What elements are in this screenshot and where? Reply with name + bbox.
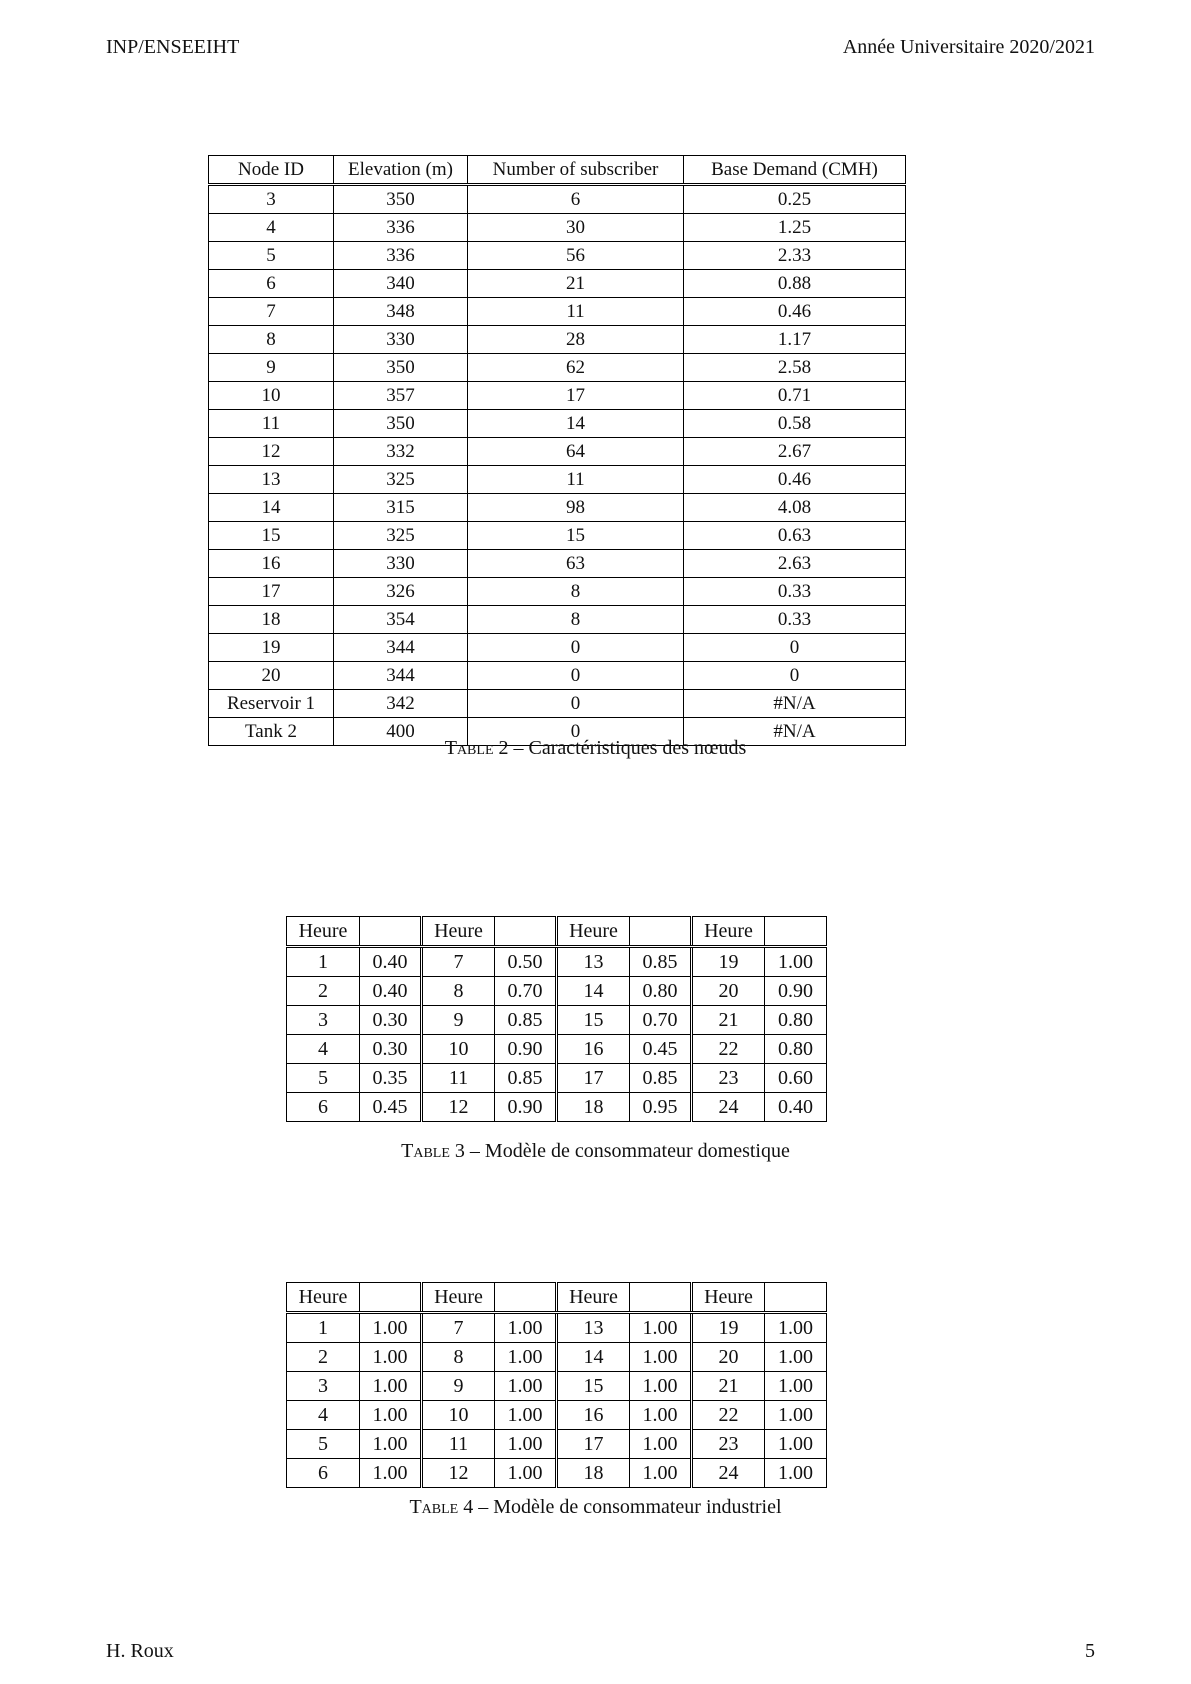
- table2-cell: 11: [468, 298, 684, 326]
- table4-cell: 1.00: [630, 1372, 692, 1401]
- table4-cell: 11: [422, 1430, 495, 1459]
- table4-header-cell: [765, 1283, 827, 1313]
- table4-header-row: [287, 1283, 827, 1313]
- table3-cell: 2: [287, 977, 360, 1006]
- table2-cell: 325: [334, 522, 468, 550]
- table2-cell: 0: [468, 718, 684, 746]
- table2-cell: 6: [468, 185, 684, 214]
- table2-cell: 14: [209, 494, 334, 522]
- table2-row: [209, 550, 906, 578]
- table4-cell: 6: [287, 1459, 360, 1488]
- industrial-table-head: [287, 1283, 827, 1313]
- table3-cell: 0.60: [765, 1064, 827, 1093]
- table3-cell: 16: [557, 1035, 630, 1064]
- table2-row: [209, 522, 906, 550]
- table4-header-cell: Heure: [557, 1283, 630, 1313]
- table3-row: [287, 1035, 827, 1064]
- table2-cell: 12: [209, 438, 334, 466]
- table2-header-cell: Elevation (m): [334, 156, 468, 185]
- table2-cell: 330: [334, 550, 468, 578]
- table2-cell: 14: [468, 410, 684, 438]
- table2-cell: 17: [209, 578, 334, 606]
- table2-cell: 8: [209, 326, 334, 354]
- table4-caption-label: Table 4: [409, 1496, 474, 1518]
- table4-cell: 4: [287, 1401, 360, 1430]
- table4-header-cell: [630, 1283, 692, 1313]
- table2-cell: 6: [209, 270, 334, 298]
- table2-cell: 0.71: [684, 382, 906, 410]
- table3-header-row: [287, 917, 827, 947]
- table2-row: [209, 270, 906, 298]
- table2-cell: 9: [209, 354, 334, 382]
- table4-cell: 23: [692, 1430, 765, 1459]
- table2-row: [209, 214, 906, 242]
- table3-cell: 0.40: [360, 947, 422, 977]
- table2-cell: #N/A: [684, 690, 906, 718]
- table2-cell: 326: [334, 578, 468, 606]
- table4-cell: 1.00: [630, 1343, 692, 1372]
- table2-cell: 13: [209, 466, 334, 494]
- table2-caption: [0, 737, 1191, 760]
- table2-row: [209, 494, 906, 522]
- table2-cell: 56: [468, 242, 684, 270]
- table2-cell: 0.25: [684, 185, 906, 214]
- table4-row: [287, 1459, 827, 1488]
- table2-cell: 350: [334, 410, 468, 438]
- table2-cell: 0.33: [684, 606, 906, 634]
- table3-cell: 0.85: [495, 1064, 557, 1093]
- table2-cell: 315: [334, 494, 468, 522]
- table3-cell: 0.45: [630, 1035, 692, 1064]
- footer-page-number: 5: [1085, 1640, 1095, 1662]
- table3-cell: 1: [287, 947, 360, 977]
- table4-cell: 7: [422, 1313, 495, 1343]
- table4-cell: 5: [287, 1430, 360, 1459]
- table4-cell: 1.00: [630, 1459, 692, 1488]
- table4-cell: 1.00: [495, 1313, 557, 1343]
- table2-cell: 336: [334, 242, 468, 270]
- table3-cell: 0.40: [765, 1093, 827, 1122]
- table4-cell: 15: [557, 1372, 630, 1401]
- table4-row: [287, 1430, 827, 1459]
- table2-cell: 348: [334, 298, 468, 326]
- table3-cell: 11: [422, 1064, 495, 1093]
- table2-cell: 16: [209, 550, 334, 578]
- table4-cell: 24: [692, 1459, 765, 1488]
- table4-cell: 1.00: [495, 1372, 557, 1401]
- table3-cell: 0.70: [495, 977, 557, 1006]
- table3-row: [287, 947, 827, 977]
- table2-cell: 357: [334, 382, 468, 410]
- table2-cell: 11: [468, 466, 684, 494]
- table2-cell: 0.63: [684, 522, 906, 550]
- table4-cell: 1: [287, 1313, 360, 1343]
- table3-cell: 19: [692, 947, 765, 977]
- table3-cell: 21: [692, 1006, 765, 1035]
- table2-row: [209, 690, 906, 718]
- domestic-table-head: [287, 917, 827, 947]
- table3-cell: 5: [287, 1064, 360, 1093]
- table2-cell: 4: [209, 214, 334, 242]
- table3-cell: 0.30: [360, 1035, 422, 1064]
- table3-cell: 0.85: [630, 947, 692, 977]
- table2-cell: 64: [468, 438, 684, 466]
- table3-cell: 0.85: [630, 1064, 692, 1093]
- table2-cell: 4.08: [684, 494, 906, 522]
- table3-cell: 0.35: [360, 1064, 422, 1093]
- domestic-table-body: [287, 947, 827, 1122]
- table3-cell: 0.90: [765, 977, 827, 1006]
- page-footer: [106, 1640, 1095, 1663]
- table2-header-cell: Number of subscriber: [468, 156, 684, 185]
- table2-cell: Reservoir 1: [209, 690, 334, 718]
- table2-cell: 0: [684, 662, 906, 690]
- table3-cell: 22: [692, 1035, 765, 1064]
- table4-cell: 14: [557, 1343, 630, 1372]
- table4-cell: 1.00: [765, 1459, 827, 1488]
- table2-cell: Tank 2: [209, 718, 334, 746]
- table4-cell: 13: [557, 1313, 630, 1343]
- table2-cell: 2.67: [684, 438, 906, 466]
- table4-cell: 19: [692, 1313, 765, 1343]
- table2-header-cell: Node ID: [209, 156, 334, 185]
- table3-cell: 0.90: [495, 1035, 557, 1064]
- table4-caption-text: – Modèle de consommateur industriel: [478, 1496, 782, 1518]
- table4-cell: 10: [422, 1401, 495, 1430]
- table4-cell: 1.00: [495, 1401, 557, 1430]
- table2-cell: 7: [209, 298, 334, 326]
- table2-row: [209, 185, 906, 214]
- table4-cell: 1.00: [360, 1401, 422, 1430]
- table4-cell: 1.00: [765, 1401, 827, 1430]
- table2-caption-text: – Caractéristiques des nœuds: [513, 737, 747, 759]
- table2-cell: 1.25: [684, 214, 906, 242]
- table4-cell: 1.00: [495, 1430, 557, 1459]
- table4-header-cell: Heure: [422, 1283, 495, 1313]
- table2-cell: 15: [468, 522, 684, 550]
- table3-header-cell: Heure: [557, 917, 630, 947]
- table2-row: [209, 382, 906, 410]
- table3-header-cell: Heure: [422, 917, 495, 947]
- table2-row: [209, 606, 906, 634]
- table2-row: [209, 662, 906, 690]
- table2-cell: 0.33: [684, 578, 906, 606]
- table3-cell: 0.40: [360, 977, 422, 1006]
- table3-cell: 17: [557, 1064, 630, 1093]
- table4-header-cell: [360, 1283, 422, 1313]
- table3-cell: 0.50: [495, 947, 557, 977]
- table3-header-cell: [630, 917, 692, 947]
- table4-cell: 20: [692, 1343, 765, 1372]
- table4-cell: 8: [422, 1343, 495, 1372]
- table4-cell: 1.00: [765, 1372, 827, 1401]
- table2-cell: 19: [209, 634, 334, 662]
- table4-cell: 1.00: [630, 1430, 692, 1459]
- footer-author-text: H. Roux: [106, 1640, 174, 1662]
- table2-cell: 336: [334, 214, 468, 242]
- table3-cell: 0.90: [495, 1093, 557, 1122]
- table3-cell: 23: [692, 1064, 765, 1093]
- table2-cell: 344: [334, 662, 468, 690]
- table4-cell: 1.00: [360, 1459, 422, 1488]
- table2-row: [209, 354, 906, 382]
- table2-cell: 325: [334, 466, 468, 494]
- table4-cell: 1.00: [630, 1401, 692, 1430]
- table4-caption: [0, 1496, 1191, 1519]
- table4-cell: 21: [692, 1372, 765, 1401]
- table2-cell: 0.58: [684, 410, 906, 438]
- table4-cell: 17: [557, 1430, 630, 1459]
- table2-row: [209, 410, 906, 438]
- table4-row: [287, 1401, 827, 1430]
- table4-cell: 1.00: [765, 1430, 827, 1459]
- table3-cell: 0.80: [765, 1006, 827, 1035]
- header-left-text: INP/ENSEEIHT: [106, 36, 240, 58]
- table2-header-cell: Base Demand (CMH): [684, 156, 906, 185]
- table2-row: [209, 578, 906, 606]
- table3-header-cell: [360, 917, 422, 947]
- table2-cell: 0: [684, 634, 906, 662]
- table3-cell: 0.80: [765, 1035, 827, 1064]
- table4-cell: 1.00: [495, 1343, 557, 1372]
- table2-cell: 98: [468, 494, 684, 522]
- table2-cell: 354: [334, 606, 468, 634]
- table4-cell: 16: [557, 1401, 630, 1430]
- table3-cell: 24: [692, 1093, 765, 1122]
- table3-caption-label: Table 3: [401, 1140, 465, 1162]
- table3-cell: 1.00: [765, 947, 827, 977]
- table2-caption-label: Table 2: [444, 737, 509, 759]
- table2-cell: 340: [334, 270, 468, 298]
- table2-row: [209, 326, 906, 354]
- table2-cell: 21: [468, 270, 684, 298]
- table2-cell: 350: [334, 185, 468, 214]
- table4-row: [287, 1372, 827, 1401]
- table3-cell: 13: [557, 947, 630, 977]
- table2-row: [209, 438, 906, 466]
- table4-cell: 9: [422, 1372, 495, 1401]
- industrial-table-body: [287, 1313, 827, 1488]
- table2-cell: 3: [209, 185, 334, 214]
- table4-cell: 22: [692, 1401, 765, 1430]
- table2-cell: 344: [334, 634, 468, 662]
- table2-cell: 0.46: [684, 466, 906, 494]
- table2-row: [209, 298, 906, 326]
- table3-cell: 8: [422, 977, 495, 1006]
- table4-cell: 3: [287, 1372, 360, 1401]
- table2-cell: 400: [334, 718, 468, 746]
- table4-cell: 1.00: [765, 1343, 827, 1372]
- table3-cell: 6: [287, 1093, 360, 1122]
- table4-cell: 12: [422, 1459, 495, 1488]
- table4-header-cell: Heure: [692, 1283, 765, 1313]
- table3-header-cell: [495, 917, 557, 947]
- table2-cell: 30: [468, 214, 684, 242]
- nodes-table-body: [209, 185, 906, 746]
- table4-row: [287, 1313, 827, 1343]
- table4-cell: 2: [287, 1343, 360, 1372]
- table3-row: [287, 977, 827, 1006]
- table4-row: [287, 1343, 827, 1372]
- table3-cell: 0.80: [630, 977, 692, 1006]
- table3-cell: 18: [557, 1093, 630, 1122]
- table4-cell: 1.00: [360, 1372, 422, 1401]
- table4-header-cell: [495, 1283, 557, 1313]
- table2-cell: 2.58: [684, 354, 906, 382]
- table3-cell: 3: [287, 1006, 360, 1035]
- nodes-table-head: [209, 156, 906, 185]
- table2-cell: 350: [334, 354, 468, 382]
- table4-cell: 1.00: [765, 1313, 827, 1343]
- table3-header-cell: [765, 917, 827, 947]
- table3-cell: 0.95: [630, 1093, 692, 1122]
- industrial-consumer-model-table: [286, 1282, 827, 1488]
- table3-row: [287, 1093, 827, 1122]
- table2-cell: 0: [468, 690, 684, 718]
- table2-cell: 342: [334, 690, 468, 718]
- table3-row: [287, 1006, 827, 1035]
- table4-cell: 1.00: [630, 1313, 692, 1343]
- table3-caption-text: – Modèle de consommateur domestique: [469, 1140, 790, 1162]
- table3-header-cell: Heure: [692, 917, 765, 947]
- table2-cell: 5: [209, 242, 334, 270]
- table2-row: [209, 634, 906, 662]
- table3-cell: 10: [422, 1035, 495, 1064]
- table4-cell: 1.00: [495, 1459, 557, 1488]
- table3-cell: 0.85: [495, 1006, 557, 1035]
- nodes-characteristics-table: [208, 155, 906, 746]
- table3-cell: 0.30: [360, 1006, 422, 1035]
- table2-cell: 15: [209, 522, 334, 550]
- table2-cell: 330: [334, 326, 468, 354]
- table3-cell: 9: [422, 1006, 495, 1035]
- table2-cell: 0.46: [684, 298, 906, 326]
- table3-cell: 20: [692, 977, 765, 1006]
- table2-cell: 17: [468, 382, 684, 410]
- domestic-consumer-model-table: [286, 916, 827, 1122]
- table3-cell: 14: [557, 977, 630, 1006]
- table2-cell: 2.33: [684, 242, 906, 270]
- table2-cell: 62: [468, 354, 684, 382]
- table3-cell: 7: [422, 947, 495, 977]
- table2-cell: #N/A: [684, 718, 906, 746]
- header-right-text: Année Universitaire 2020/2021: [842, 36, 1095, 58]
- table2-cell: 28: [468, 326, 684, 354]
- table2-cell: 2.63: [684, 550, 906, 578]
- table3-cell: 15: [557, 1006, 630, 1035]
- table3-header-cell: Heure: [287, 917, 360, 947]
- table2-cell: 10: [209, 382, 334, 410]
- table2-cell: 18: [209, 606, 334, 634]
- table2-cell: 8: [468, 606, 684, 634]
- table2-cell: 332: [334, 438, 468, 466]
- table2-cell: 1.17: [684, 326, 906, 354]
- table3-row: [287, 1064, 827, 1093]
- table2-cell: 0: [468, 634, 684, 662]
- table2-cell: 0.88: [684, 270, 906, 298]
- table3-cell: 4: [287, 1035, 360, 1064]
- table4-cell: 1.00: [360, 1313, 422, 1343]
- table3-cell: 0.70: [630, 1006, 692, 1035]
- table2-header-row: [209, 156, 906, 185]
- table2-cell: 11: [209, 410, 334, 438]
- table4-header-cell: Heure: [287, 1283, 360, 1313]
- table4-cell: 18: [557, 1459, 630, 1488]
- table3-cell: 0.45: [360, 1093, 422, 1122]
- table4-cell: 1.00: [360, 1343, 422, 1372]
- table3-caption: [0, 1140, 1191, 1163]
- table2-row: [209, 466, 906, 494]
- table2-row: [209, 242, 906, 270]
- table2-cell: 0: [468, 662, 684, 690]
- table2-cell: 20: [209, 662, 334, 690]
- table4-cell: 1.00: [360, 1430, 422, 1459]
- table2-cell: 8: [468, 578, 684, 606]
- table3-cell: 12: [422, 1093, 495, 1122]
- page-header: [106, 36, 1095, 59]
- table2-cell: 63: [468, 550, 684, 578]
